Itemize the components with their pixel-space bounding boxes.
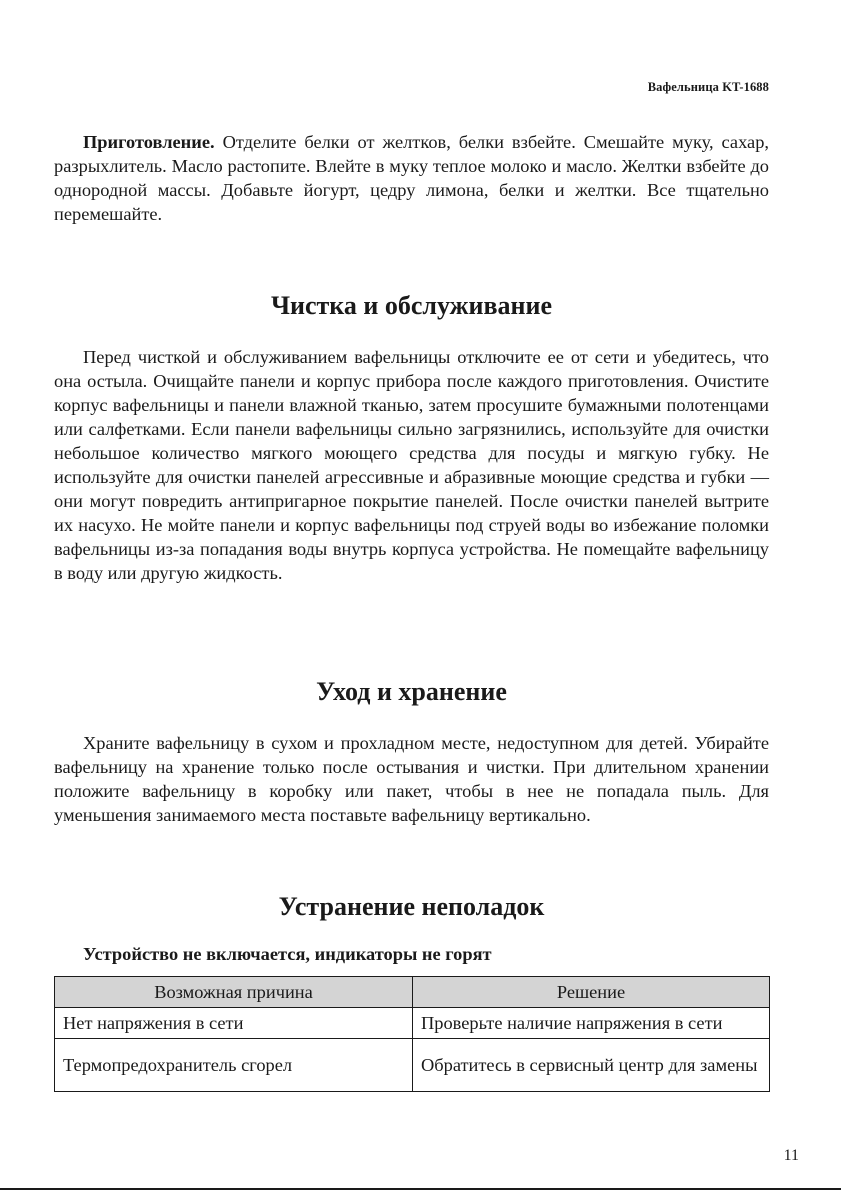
table-row: [55, 1039, 770, 1092]
page-number: 11: [783, 1147, 799, 1164]
column-header-cause: Возможная причина: [55, 977, 413, 1008]
column-header-solution: Решение: [413, 977, 770, 1008]
troubleshooting-table: [54, 976, 770, 1092]
cleaning-paragraph: Перед чисткой и обслуживанием вафельницы отключите ее от сети и убедитесь, что она остыла. Очищайте панели и корпус прибора после каждого приготовления. Очистите корпус вафельницы и панели влажной тканью, затем просушите бумажными полотенцами или салфетками. Если панели вафельницы сильно загрязнились, используйте для очистки небольшое количество мягкого моющего средства для посуды и мягкую губку. Не используйте для очистки панелей агрессивные и абразивные моющие средства и губки — они могут повредить антипригарное покрытие панелей. После очистки панелей вытрите их насухо. Не мойте панели и корпус вафельницы под струей воды во избежание поломки вафельницы из-за попадания воды внутрь корпуса устройства. Не помещайте вафельницу в воду или другую жидкость.: [54, 347, 769, 583]
solution-cell: Обратитесь в сервисный центр для замены: [413, 1039, 770, 1092]
running-header: Вафельница KT-1688: [647, 80, 769, 94]
storage-paragraph: Храните вафельницу в сухом и прохладном месте, недоступном для детей. Убирайте вафельницу на хранение только после остывания и чистки. При длительном хранении положите вафельницу в коробку или пакет, чтобы в нее не попадала пыль. Для уменьшения занимаемого места поставьте вафельницу вертикально.: [54, 733, 769, 825]
preparation-text: Отделите белки от желтков, белки взбейте. Смешайте муку, сахар, разрыхлитель. Масло растопите. Влейте в муку теплое молоко и масло. Желтки взбейте до однородной массы. Добавьте йогурт, цедру лимона, белки и желтки. Все тщательно перемешайте.: [54, 132, 769, 224]
storage-title: Уход и хранение: [316, 677, 507, 706]
troubleshooting-title: Устранение неполадок: [278, 892, 545, 921]
preparation-paragraph: [54, 130, 769, 226]
solution-cell: Проверьте наличие напряжения в сети: [413, 1008, 770, 1039]
cause-cell: Нет напряжения в сети: [55, 1008, 413, 1039]
troubleshooting-subheading: Устройство не включается, индикаторы не горят: [83, 944, 492, 964]
cleaning-title: Чистка и обслуживание: [270, 291, 553, 320]
bottom-rule: [0, 1188, 841, 1190]
cause-cell: Термопредохранитель сгорел: [55, 1039, 413, 1092]
table-header-row: [55, 977, 770, 1008]
preparation-lead: Приготовление.: [83, 132, 215, 152]
table-row: [55, 1008, 770, 1039]
